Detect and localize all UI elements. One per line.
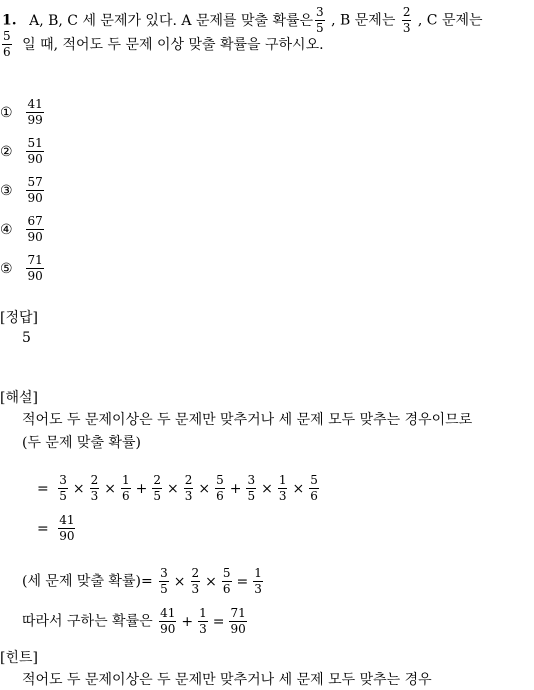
eq-fraction: $\frac{1}{3}$ (199, 606, 207, 637)
eq-fraction: $\frac{1}{3}$ (254, 566, 262, 597)
choice-item[interactable] (0, 176, 46, 205)
choice-mark: ② (0, 143, 13, 160)
choice-fraction: $\frac{51}{90}$ (27, 136, 43, 167)
eq-fraction: $\frac{5}{6}$ (310, 473, 318, 504)
eq-fraction: $\frac{71}{90}$ (230, 606, 246, 637)
answer-label: [정답] (0, 310, 38, 326)
choice-mark: ① (0, 104, 13, 121)
eq-fraction: $\frac{41}{90}$ (59, 513, 75, 544)
hint-label: [힌트] (0, 650, 38, 666)
choice-fraction: $\frac{41}{99}$ (27, 97, 43, 128)
explanation-line-2: (두 문제 맞출 확률) (22, 435, 141, 451)
fraction-p-c: $\frac{5}{6}$ (3, 29, 11, 60)
question-text-1: A, B, C 세 문제가 있다. A 문제를 맞출 확률은 (29, 12, 314, 29)
equation-two-correct: = $\frac{3}{5}$ × $\frac{2}{3}$ × $\frac{1}{6}$ + $\frac{2}{5}$ × $\frac{2}{3}$ × $\frac{5}{6}$ + $\frac{3}{5}$ × $\frac{1}{3}$ × $\frac{5}{6}$ (37, 473, 318, 504)
question-text-3: , C 문제는 (417, 12, 483, 29)
eq-fraction: $\frac{3}{5}$ (247, 473, 256, 504)
choice-item[interactable] (0, 254, 46, 283)
eq-fraction: $\frac{1}{3}$ (278, 473, 287, 504)
explanation-line-1: 적어도 두 문제이상은 두 문제만 맞추거나 세 문제 모두 맞추는 경우이므로 (22, 412, 473, 428)
eq-fraction: $\frac{2}{5}$ (153, 473, 161, 504)
choice-mark: ③ (0, 182, 13, 199)
eq-fraction: $\frac{3}{5}$ (160, 566, 168, 597)
choice-mark: ④ (0, 221, 13, 238)
fraction-p-a: $\frac{3}{5}$ (316, 5, 324, 36)
eq-fraction: $\frac{3}{5}$ (59, 473, 67, 504)
choice-mark: ⑤ (0, 260, 13, 277)
answer-value: 5 (22, 330, 31, 346)
choice-item[interactable] (0, 98, 46, 127)
explanation-line-3: (세 문제 맞출 확률)= $\frac{3}{5}$ × $\frac{2}{3}$ × $\frac{5}{6}$ = $\frac{1}{3}$ (22, 566, 262, 597)
question-text-2: , B 문제는 (331, 12, 396, 29)
choice-fraction: $\frac{57}{90}$ (27, 175, 43, 206)
choice-fraction: $\frac{67}{90}$ (27, 214, 43, 245)
eq-fraction: $\frac{2}{3}$ (90, 473, 99, 504)
explanation-label: [해설] (0, 390, 38, 406)
eq-fraction: $\frac{2}{3}$ (184, 473, 193, 504)
eq-fraction: $\frac{1}{6}$ (121, 473, 130, 504)
equation-two-correct-result: = $\frac{41}{90}$ (37, 513, 75, 544)
eq-fraction: $\frac{2}{3}$ (191, 566, 200, 597)
eq-fraction: $\frac{41}{90}$ (160, 606, 176, 637)
question-number: 1. (2, 12, 17, 29)
choice-item[interactable] (0, 215, 46, 244)
eq-fraction: $\frac{5}{6}$ (222, 566, 231, 597)
question-line-2 (0, 30, 324, 59)
eq-fraction: $\frac{5}{6}$ (216, 473, 224, 504)
hint-text: 적어도 두 문제이상은 두 문제만 맞추거나 세 문제 모두 맞추는 경우 (22, 672, 432, 688)
explanation-line-4: 따라서 구하는 확률은 $\frac{41}{90}$ + $\frac{1}{3}$ = $\frac{71}{90}$ (22, 606, 246, 637)
choice-item[interactable] (0, 137, 46, 166)
fraction-p-b: $\frac{2}{3}$ (402, 5, 411, 36)
question-text-4: 일 때, 적어도 두 문제 이상 맞출 확률을 구하시오. (22, 36, 324, 53)
choice-fraction: $\frac{71}{90}$ (27, 253, 43, 284)
